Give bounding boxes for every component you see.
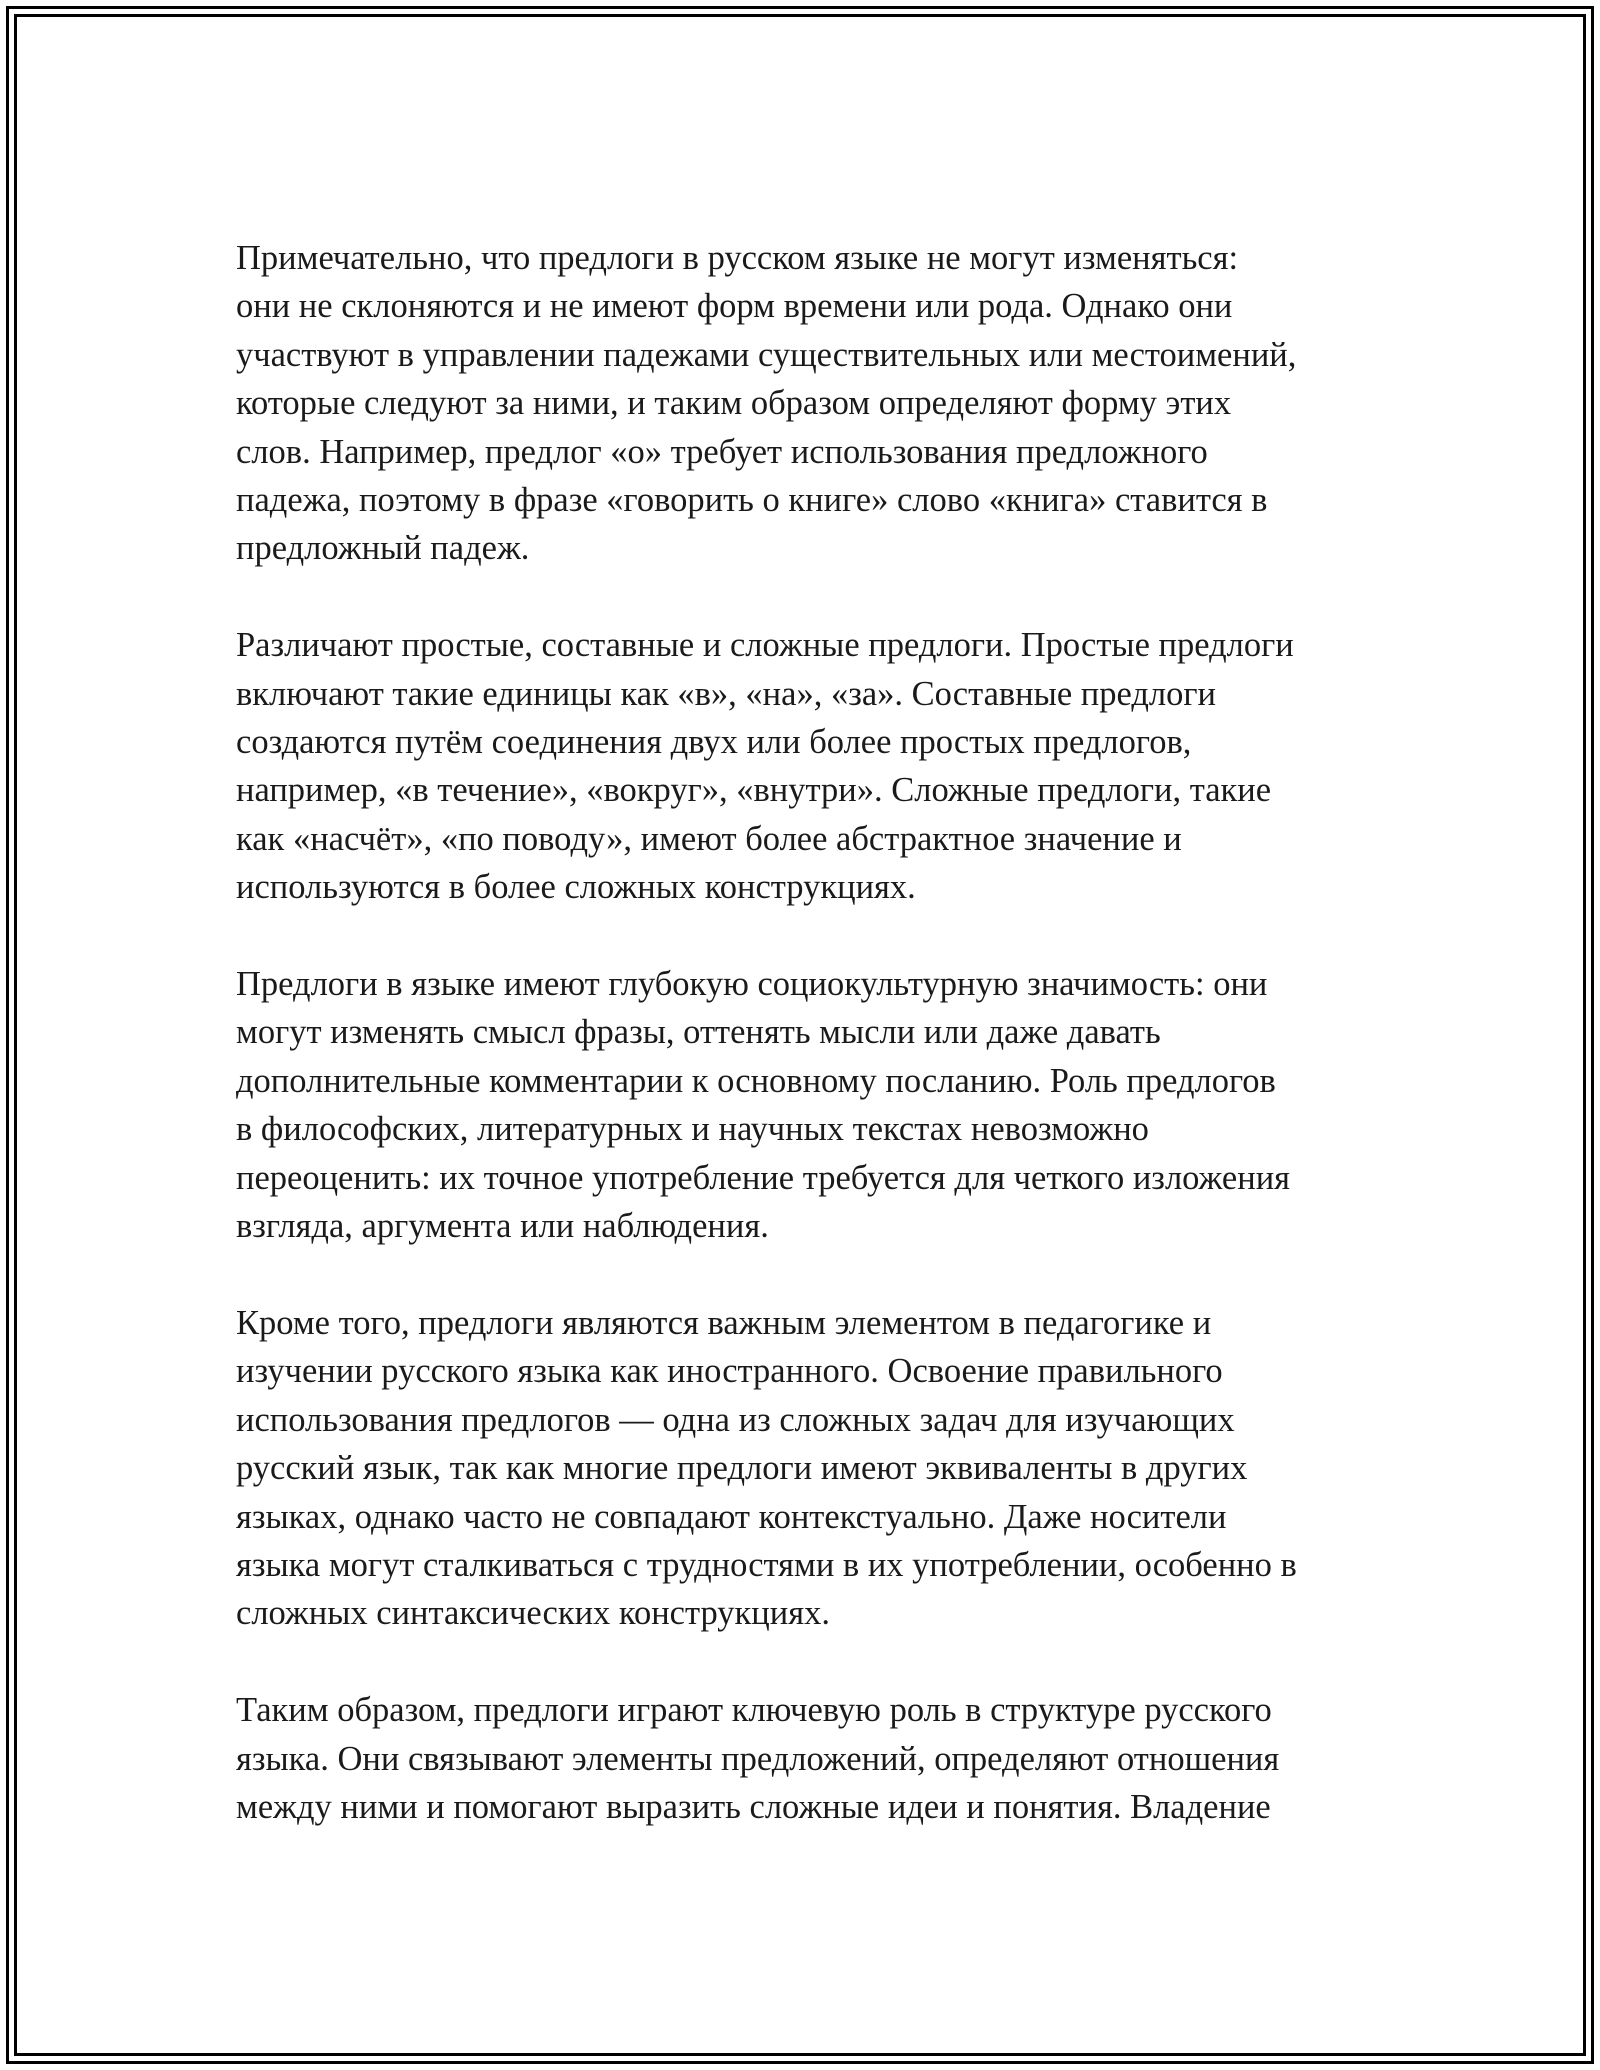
text-line: как «насчёт», «по поводу», имеют более абстрактное значение и <box>236 819 1182 858</box>
text-line: взгляда, аргумента или наблюдения. <box>236 1207 769 1246</box>
paragraph-1 <box>236 234 1386 573</box>
text-line: в философских, литературных и научных текстах невозможно <box>236 1110 1149 1149</box>
text-line: например, «в течение», «вокруг», «внутри». Сложные предлоги, такие <box>236 771 1272 810</box>
text-line: русский язык, так как многие предлоги имеют эквиваленты в других <box>236 1449 1248 1488</box>
paragraph-5 <box>236 1686 1386 1831</box>
text-line: включают такие единицы как «в», «на», «за». Составные предлоги <box>236 674 1216 713</box>
text-line: Таким образом, предлоги играют ключевую роль в структуре русского <box>236 1691 1272 1730</box>
text-line: они не склоняются и не имеют форм времени или рода. Однако они <box>236 287 1233 326</box>
text-line: языках, однако часто не совпадают контекстуально. Даже носители <box>236 1497 1227 1536</box>
text-line: переоценить: их точное употребление требуется для четкого изложения <box>236 1158 1291 1197</box>
text-line: между ними и помогают выразить сложные идеи и понятия. Владение <box>236 1787 1271 1826</box>
text-line: языка могут сталкиваться с трудностями в их употреблении, особенно в <box>236 1545 1297 1584</box>
text-line: Кроме того, предлоги являются важным элементом в педагогике и <box>236 1303 1212 1342</box>
paragraph-3 <box>236 960 1386 1250</box>
text-line: сложных синтаксических конструкциях. <box>236 1594 830 1633</box>
document-body <box>236 234 1386 1880</box>
text-line: языка. Они связывают элементы предложений, определяют отношения <box>236 1739 1280 1778</box>
text-line: могут изменять смысл фразы, оттенять мысли или даже давать <box>236 1013 1161 1052</box>
text-line: падежа, поэтому в фразе «говорить о книге» слово «книга» ставится в <box>236 481 1268 520</box>
paragraph-2 <box>236 621 1386 911</box>
text-line: которые следуют за ними, и таким образом определяют форму этих <box>236 384 1232 423</box>
text-line: использования предлогов — одна из сложных задач для изучающих <box>236 1400 1235 1439</box>
text-line: Различают простые, составные и сложные предлоги. Простые предлоги <box>236 626 1294 665</box>
text-line: используются в более сложных конструкциях. <box>236 868 916 907</box>
text-line: слов. Например, предлог «о» требует использования предложного <box>236 432 1208 471</box>
text-line: дополнительные комментарии к основному посланию. Роль предлогов <box>236 1061 1276 1100</box>
text-line: Примечательно, что предлоги в русском языке не могут изменяться: <box>236 239 1239 277</box>
text-line: Предлоги в языке имеют глубокую социокультурную значимость: они <box>236 965 1268 1004</box>
text-line: создаются путём соединения двух или более простых предлогов, <box>236 723 1192 762</box>
paragraph-4 <box>236 1299 1386 1638</box>
text-line: изучении русского языка как иностранного. Освоение правильного <box>236 1352 1223 1391</box>
text-line: предложный падеж. <box>236 529 530 568</box>
text-line: участвуют в управлении падежами существительных или местоимений, <box>236 335 1297 374</box>
